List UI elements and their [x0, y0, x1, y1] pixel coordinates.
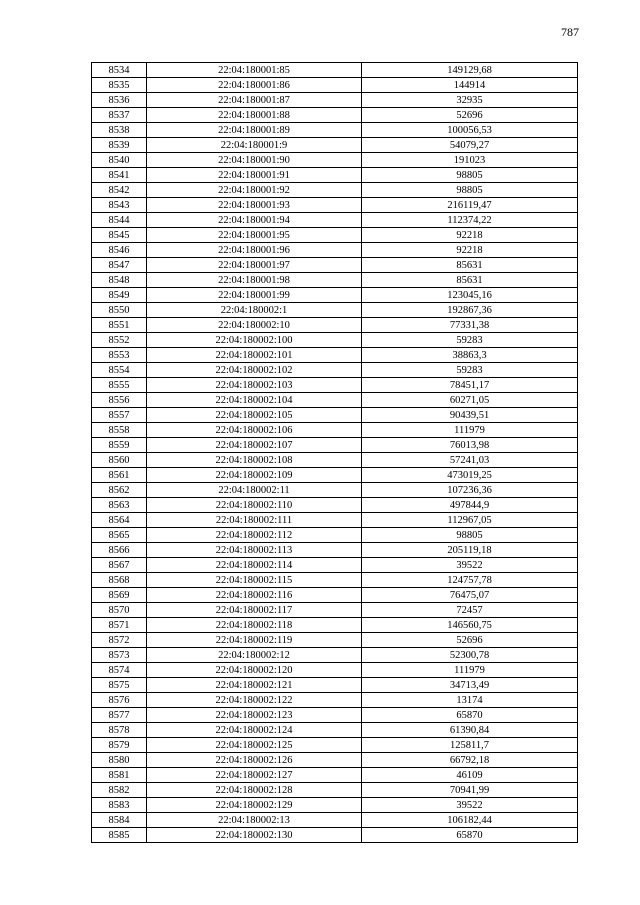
value-cell: 124757,78 [362, 573, 578, 588]
table-row [92, 138, 578, 153]
cadastral-number-cell: 22:04:180002:108 [147, 453, 362, 468]
table-row [92, 618, 578, 633]
value-cell: 92218 [362, 243, 578, 258]
table-body [92, 63, 578, 843]
cadastral-number-cell: 22:04:180002:110 [147, 498, 362, 513]
cadastral-number-cell: 22:04:180002:123 [147, 708, 362, 723]
value-cell: 205119,18 [362, 543, 578, 558]
cadastral-number-cell: 22:04:180002:100 [147, 333, 362, 348]
table-row [92, 453, 578, 468]
row-number-cell: 8546 [92, 243, 147, 258]
row-number-cell: 8569 [92, 588, 147, 603]
value-cell: 98805 [362, 528, 578, 543]
cadastral-number-cell: 22:04:180001:93 [147, 198, 362, 213]
value-cell: 98805 [362, 183, 578, 198]
row-number-cell: 8573 [92, 648, 147, 663]
value-cell: 13174 [362, 693, 578, 708]
cadastral-number-cell: 22:04:180002:129 [147, 798, 362, 813]
table-row [92, 588, 578, 603]
value-cell: 38863,3 [362, 348, 578, 363]
cadastral-number-cell: 22:04:180002:121 [147, 678, 362, 693]
cadastral-number-cell: 22:04:180002:101 [147, 348, 362, 363]
value-cell: 70941,99 [362, 783, 578, 798]
cadastral-number-cell: 22:04:180002:118 [147, 618, 362, 633]
cadastral-number-cell: 22:04:180002:103 [147, 378, 362, 393]
value-cell: 146560,75 [362, 618, 578, 633]
cadastral-number-cell: 22:04:180002:119 [147, 633, 362, 648]
table-row [92, 558, 578, 573]
cadastral-number-cell: 22:04:180002:10 [147, 318, 362, 333]
cadastral-number-cell: 22:04:180002:13 [147, 813, 362, 828]
row-number-cell: 8559 [92, 438, 147, 453]
value-cell: 60271,05 [362, 393, 578, 408]
table-row [92, 663, 578, 678]
table-row [92, 798, 578, 813]
value-cell: 106182,44 [362, 813, 578, 828]
row-number-cell: 8538 [92, 123, 147, 138]
row-number-cell: 8558 [92, 423, 147, 438]
table-row [92, 423, 578, 438]
table-row [92, 78, 578, 93]
cadastral-number-cell: 22:04:180002:1 [147, 303, 362, 318]
row-number-cell: 8582 [92, 783, 147, 798]
row-number-cell: 8536 [92, 93, 147, 108]
table-row [92, 393, 578, 408]
value-cell: 65870 [362, 828, 578, 843]
value-cell: 76475,07 [362, 588, 578, 603]
cadastral-number-cell: 22:04:180002:120 [147, 663, 362, 678]
value-cell: 112967,05 [362, 513, 578, 528]
value-cell: 111979 [362, 423, 578, 438]
row-number-cell: 8552 [92, 333, 147, 348]
value-cell: 32935 [362, 93, 578, 108]
cadastral-number-cell: 22:04:180001:89 [147, 123, 362, 138]
value-cell: 98805 [362, 168, 578, 183]
cadastral-number-cell: 22:04:180002:117 [147, 603, 362, 618]
table-row [92, 573, 578, 588]
row-number-cell: 8561 [92, 468, 147, 483]
value-cell: 46109 [362, 768, 578, 783]
table-row [92, 93, 578, 108]
cadastral-number-cell: 22:04:180002:106 [147, 423, 362, 438]
row-number-cell: 8566 [92, 543, 147, 558]
value-cell: 216119,47 [362, 198, 578, 213]
row-number-cell: 8547 [92, 258, 147, 273]
table-row [92, 678, 578, 693]
cadastral-number-cell: 22:04:180002:127 [147, 768, 362, 783]
cadastral-value-table [91, 62, 578, 843]
table-row [92, 633, 578, 648]
cadastral-number-cell: 22:04:180002:125 [147, 738, 362, 753]
value-cell: 92218 [362, 228, 578, 243]
table-row [92, 513, 578, 528]
cadastral-number-cell: 22:04:180002:104 [147, 393, 362, 408]
table-row [92, 348, 578, 363]
cadastral-number-cell: 22:04:180001:98 [147, 273, 362, 288]
cadastral-number-cell: 22:04:180001:91 [147, 168, 362, 183]
cadastral-number-cell: 22:04:180002:12 [147, 648, 362, 663]
table-row [92, 723, 578, 738]
table-row [92, 708, 578, 723]
cadastral-number-cell: 22:04:180001:99 [147, 288, 362, 303]
table-row [92, 438, 578, 453]
table-row [92, 198, 578, 213]
cadastral-number-cell: 22:04:180002:105 [147, 408, 362, 423]
value-cell: 59283 [362, 333, 578, 348]
cadastral-number-cell: 22:04:180001:85 [147, 63, 362, 78]
row-number-cell: 8570 [92, 603, 147, 618]
table-row [92, 303, 578, 318]
table-row [92, 468, 578, 483]
value-cell: 107236,36 [362, 483, 578, 498]
row-number-cell: 8545 [92, 228, 147, 243]
cadastral-number-cell: 22:04:180001:90 [147, 153, 362, 168]
row-number-cell: 8539 [92, 138, 147, 153]
cadastral-number-cell: 22:04:180001:95 [147, 228, 362, 243]
row-number-cell: 8556 [92, 393, 147, 408]
value-cell: 100056,53 [362, 123, 578, 138]
table-row [92, 828, 578, 843]
row-number-cell: 8543 [92, 198, 147, 213]
row-number-cell: 8541 [92, 168, 147, 183]
value-cell: 59283 [362, 363, 578, 378]
row-number-cell: 8583 [92, 798, 147, 813]
table-row [92, 183, 578, 198]
row-number-cell: 8553 [92, 348, 147, 363]
table-row [92, 108, 578, 123]
table-row [92, 768, 578, 783]
cadastral-number-cell: 22:04:180002:126 [147, 753, 362, 768]
table-row [92, 648, 578, 663]
row-number-cell: 8577 [92, 708, 147, 723]
row-number-cell: 8534 [92, 63, 147, 78]
cadastral-number-cell: 22:04:180002:114 [147, 558, 362, 573]
row-number-cell: 8578 [92, 723, 147, 738]
table-row [92, 363, 578, 378]
value-cell: 123045,16 [362, 288, 578, 303]
row-number-cell: 8550 [92, 303, 147, 318]
row-number-cell: 8576 [92, 693, 147, 708]
table-row [92, 738, 578, 753]
row-number-cell: 8565 [92, 528, 147, 543]
table-row [92, 273, 578, 288]
table-row [92, 153, 578, 168]
cadastral-number-cell: 22:04:180001:88 [147, 108, 362, 123]
cadastral-number-cell: 22:04:180002:112 [147, 528, 362, 543]
cadastral-number-cell: 22:04:180001:9 [147, 138, 362, 153]
cadastral-number-cell: 22:04:180001:92 [147, 183, 362, 198]
value-cell: 39522 [362, 558, 578, 573]
cadastral-number-cell: 22:04:180002:113 [147, 543, 362, 558]
value-cell: 52696 [362, 108, 578, 123]
value-cell: 54079,27 [362, 138, 578, 153]
row-number-cell: 8585 [92, 828, 147, 843]
table-row [92, 243, 578, 258]
value-cell: 144914 [362, 78, 578, 93]
row-number-cell: 8568 [92, 573, 147, 588]
value-cell: 57241,03 [362, 453, 578, 468]
table-row [92, 378, 578, 393]
table-row [92, 123, 578, 138]
table-row [92, 63, 578, 78]
table-row [92, 258, 578, 273]
row-number-cell: 8564 [92, 513, 147, 528]
cadastral-number-cell: 22:04:180001:96 [147, 243, 362, 258]
row-number-cell: 8549 [92, 288, 147, 303]
row-number-cell: 8571 [92, 618, 147, 633]
value-cell: 61390,84 [362, 723, 578, 738]
row-number-cell: 8555 [92, 378, 147, 393]
row-number-cell: 8572 [92, 633, 147, 648]
value-cell: 192867,36 [362, 303, 578, 318]
table-row [92, 693, 578, 708]
row-number-cell: 8575 [92, 678, 147, 693]
table-row [92, 333, 578, 348]
cadastral-number-cell: 22:04:180002:128 [147, 783, 362, 798]
table-row [92, 528, 578, 543]
value-cell: 90439,51 [362, 408, 578, 423]
table-row [92, 288, 578, 303]
row-number-cell: 8542 [92, 183, 147, 198]
row-number-cell: 8554 [92, 363, 147, 378]
table-row [92, 603, 578, 618]
value-cell: 85631 [362, 273, 578, 288]
cadastral-number-cell: 22:04:180002:102 [147, 363, 362, 378]
value-cell: 66792,18 [362, 753, 578, 768]
row-number-cell: 8562 [92, 483, 147, 498]
value-cell: 52696 [362, 633, 578, 648]
row-number-cell: 8544 [92, 213, 147, 228]
value-cell: 34713,49 [362, 678, 578, 693]
table-row [92, 228, 578, 243]
cadastral-number-cell: 22:04:180002:116 [147, 588, 362, 603]
value-cell: 72457 [362, 603, 578, 618]
value-cell: 85631 [362, 258, 578, 273]
table-row [92, 783, 578, 798]
value-cell: 497844,9 [362, 498, 578, 513]
table-row [92, 408, 578, 423]
cadastral-number-cell: 22:04:180002:109 [147, 468, 362, 483]
value-cell: 473019,25 [362, 468, 578, 483]
table-row [92, 543, 578, 558]
cadastral-number-cell: 22:04:180002:107 [147, 438, 362, 453]
row-number-cell: 8563 [92, 498, 147, 513]
cadastral-number-cell: 22:04:180001:86 [147, 78, 362, 93]
table-row [92, 753, 578, 768]
cadastral-number-cell: 22:04:180002:11 [147, 483, 362, 498]
page-number: 787 [561, 25, 579, 39]
cadastral-number-cell: 22:04:180001:97 [147, 258, 362, 273]
cadastral-number-cell: 22:04:180001:94 [147, 213, 362, 228]
value-cell: 191023 [362, 153, 578, 168]
table-row [92, 213, 578, 228]
value-cell: 76013,98 [362, 438, 578, 453]
cadastral-number-cell: 22:04:180002:111 [147, 513, 362, 528]
cadastral-number-cell: 22:04:180001:87 [147, 93, 362, 108]
value-cell: 78451,17 [362, 378, 578, 393]
table-row [92, 483, 578, 498]
row-number-cell: 8557 [92, 408, 147, 423]
value-cell: 112374,22 [362, 213, 578, 228]
row-number-cell: 8581 [92, 768, 147, 783]
value-cell: 77331,38 [362, 318, 578, 333]
table-row [92, 498, 578, 513]
row-number-cell: 8580 [92, 753, 147, 768]
value-cell: 125811,7 [362, 738, 578, 753]
row-number-cell: 8560 [92, 453, 147, 468]
value-cell: 39522 [362, 798, 578, 813]
value-cell: 111979 [362, 663, 578, 678]
row-number-cell: 8584 [92, 813, 147, 828]
table-row [92, 813, 578, 828]
row-number-cell: 8567 [92, 558, 147, 573]
table-row [92, 318, 578, 333]
row-number-cell: 8537 [92, 108, 147, 123]
value-cell: 52300,78 [362, 648, 578, 663]
cadastral-number-cell: 22:04:180002:130 [147, 828, 362, 843]
row-number-cell: 8548 [92, 273, 147, 288]
row-number-cell: 8551 [92, 318, 147, 333]
table-row [92, 168, 578, 183]
value-cell: 65870 [362, 708, 578, 723]
row-number-cell: 8579 [92, 738, 147, 753]
cadastral-number-cell: 22:04:180002:124 [147, 723, 362, 738]
row-number-cell: 8574 [92, 663, 147, 678]
row-number-cell: 8540 [92, 153, 147, 168]
cadastral-number-cell: 22:04:180002:115 [147, 573, 362, 588]
row-number-cell: 8535 [92, 78, 147, 93]
value-cell: 149129,68 [362, 63, 578, 78]
cadastral-number-cell: 22:04:180002:122 [147, 693, 362, 708]
